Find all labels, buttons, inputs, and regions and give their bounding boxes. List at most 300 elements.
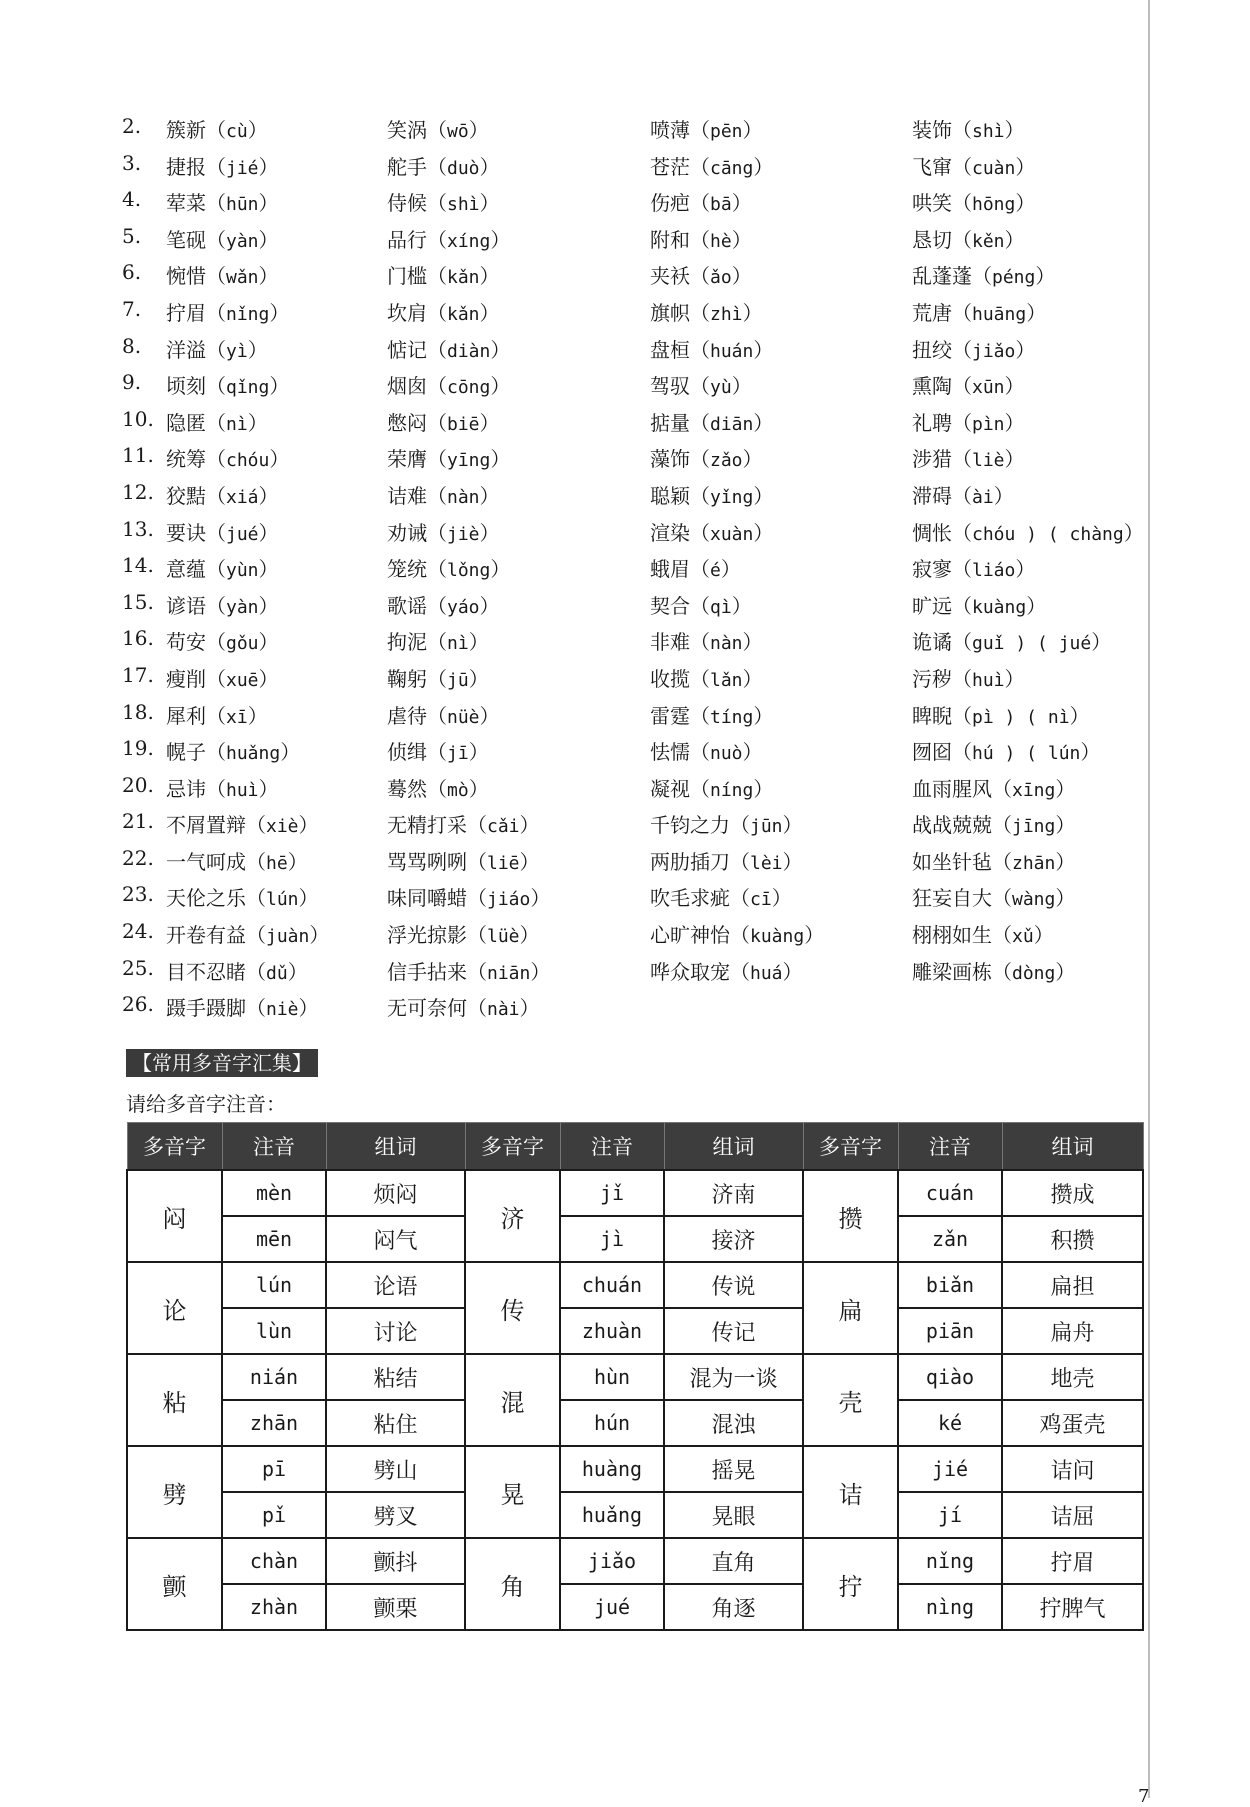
vocab-item: 藻饰（zǎo） — [650, 447, 763, 472]
vocab-row — [122, 114, 1148, 151]
vocab-word: 雕梁画栋 — [912, 959, 992, 984]
reading-pinyin: zhuàn — [560, 1308, 664, 1354]
vocab-number: 8. — [122, 333, 142, 358]
vocab-pinyin: jiè — [447, 523, 480, 545]
vocab-item: 侍候（shì） — [387, 191, 500, 216]
vocab-pinyin: jué — [226, 523, 259, 545]
vocab-word: 侦缉 — [387, 740, 427, 765]
vocab-row — [122, 334, 1148, 371]
table-header-cell: 组词 — [664, 1123, 803, 1171]
vocab-pinyin: niè — [266, 999, 299, 1021]
vocab-word: 哗众取宠 — [650, 959, 730, 984]
vocab-word: 惦记 — [387, 337, 427, 362]
vocab-pinyin: níng — [710, 779, 754, 801]
vocab-word: 虐待 — [387, 703, 427, 728]
vocab-number: 2. — [122, 114, 142, 138]
vocab-word: 统筹 — [166, 447, 206, 472]
polyphone-char: 诘 — [803, 1446, 898, 1538]
vocab-pinyin: ǎo — [710, 267, 732, 289]
vocab-item: 盘桓（huán） — [650, 337, 774, 362]
vocab-item: 瘦削（xuē） — [166, 666, 279, 691]
vocab-pinyin: xuē — [226, 669, 259, 691]
vocab-word: 笔砚 — [166, 227, 206, 252]
vocab-word: 笼统 — [387, 557, 427, 582]
vocab-item: 要诀（jué） — [166, 520, 279, 545]
vocab-pinyin: hè — [710, 230, 732, 252]
vocab-number: 19. — [122, 736, 154, 761]
vocab-number: 18. — [122, 699, 154, 724]
vocab-word: 伤疤 — [650, 191, 690, 216]
reading-word: 劈叉 — [326, 1492, 465, 1538]
vocab-item: 无可奈何（nài） — [387, 996, 540, 1021]
vocab-pinyin: nàn — [447, 486, 480, 508]
reading-word: 拧脾气 — [1002, 1584, 1143, 1630]
vocab-pinyin: niān — [487, 962, 531, 984]
vocab-item: 聪颖（yǐng） — [650, 483, 774, 508]
vocab-pinyin: é — [710, 560, 721, 582]
vocab-pinyin: shì — [447, 194, 480, 216]
vocab-item: 谚语（yàn） — [166, 593, 279, 618]
polyphone-char: 壳 — [803, 1354, 898, 1446]
reading-pinyin: nǐng — [898, 1538, 1002, 1584]
page-edge-line — [1148, 0, 1150, 1798]
table-row — [127, 1492, 1143, 1538]
vocab-row — [122, 956, 1148, 993]
reading-pinyin: ké — [898, 1400, 1002, 1446]
vocab-word: 品行 — [387, 227, 427, 252]
vocab-word: 如坐针毡 — [912, 849, 992, 874]
vocab-item: 睥睨（pì ) ( nì） — [912, 703, 1090, 728]
vocab-pinyin: wàng — [1012, 889, 1056, 911]
vocab-row — [122, 443, 1148, 480]
vocab-word: 门槛 — [387, 264, 427, 289]
polyphone-char: 颤 — [127, 1538, 222, 1630]
vocab-pinyin: pìn — [972, 413, 1005, 435]
vocab-item: 无精打采（cǎi） — [387, 813, 540, 838]
vocab-number: 6. — [122, 260, 142, 285]
vocab-pinyin: xuàn — [710, 523, 754, 545]
vocab-row — [122, 590, 1148, 627]
vocab-number: 4. — [122, 187, 142, 212]
reading-word: 混为一谈 — [664, 1354, 803, 1400]
reading-pinyin: pǐ — [222, 1492, 326, 1538]
reading-pinyin: jié — [898, 1446, 1002, 1492]
vocab-pinyin: kěn — [972, 230, 1005, 252]
vocab-word: 诡谲 — [912, 630, 952, 655]
table-row — [127, 1216, 1143, 1262]
vocab-pinyin: guǐ ) ( jué — [972, 633, 1092, 655]
vocab-pinyin: duò — [447, 157, 480, 179]
table-header-cell: 多音字 — [803, 1123, 898, 1171]
vocab-item: 伤疤（bā） — [650, 191, 752, 216]
polyphone-char: 攒 — [803, 1170, 898, 1262]
reading-word: 诘问 — [1002, 1446, 1143, 1492]
vocab-row — [122, 663, 1148, 700]
vocab-item: 一气呵成（hē） — [166, 849, 308, 874]
vocab-item: 蓦然（mò） — [387, 776, 489, 801]
vocab-pinyin: diān — [710, 413, 754, 435]
vocab-pinyin: tíng — [710, 706, 754, 728]
vocab-word: 熏陶 — [912, 374, 952, 399]
reading-pinyin: huàng — [560, 1446, 664, 1492]
vocab-item: 战战兢兢（jīng） — [912, 813, 1076, 838]
vocab-item: 狡黠（xiá） — [166, 483, 279, 508]
vocab-word: 飞窜 — [912, 154, 952, 179]
vocab-pinyin: huán — [710, 340, 754, 362]
vocab-item: 骂骂咧咧（liē） — [387, 849, 540, 874]
vocab-item: 契合（qì） — [650, 593, 752, 618]
table-header-cell: 注音 — [222, 1123, 326, 1171]
vocab-row — [122, 517, 1148, 554]
vocab-item: 歌谣（yáo） — [387, 593, 500, 618]
vocab-pinyin: jiáo — [487, 889, 531, 911]
vocab-item: 开卷有益（juàn） — [166, 923, 330, 948]
vocab-word: 惆怅 — [912, 520, 952, 545]
vocab-item: 附和（hè） — [650, 227, 752, 252]
vocab-number: 15. — [122, 589, 154, 614]
vocab-word: 劝诫 — [387, 520, 427, 545]
vocab-word: 蛾眉 — [650, 557, 690, 582]
vocab-number: 11. — [122, 443, 154, 468]
vocab-pinyin: ài — [972, 486, 994, 508]
vocab-word: 寂寥 — [912, 557, 952, 582]
vocab-pinyin: huì — [972, 669, 1005, 691]
vocab-word: 不屑置辩 — [166, 813, 246, 838]
vocab-pinyin: nǐng — [226, 303, 270, 325]
vocab-word: 旷远 — [912, 593, 952, 618]
vocab-item: 捷报（jié） — [166, 154, 279, 179]
vocab-word: 蹑手蹑脚 — [166, 996, 246, 1021]
vocab-item: 怯懦（nuò） — [650, 740, 763, 765]
vocab-number: 23. — [122, 882, 154, 907]
vocab-word: 谚语 — [166, 593, 206, 618]
reading-pinyin: nián — [222, 1354, 326, 1400]
vocab-item: 犀利（xī） — [166, 703, 268, 728]
vocab-pinyin: yǐng — [710, 486, 754, 508]
vocab-pinyin: xīng — [1012, 779, 1056, 801]
reading-pinyin: jué — [560, 1584, 664, 1630]
vocab-word: 旗帜 — [650, 300, 690, 325]
vocab-pinyin: dǔ — [266, 962, 288, 984]
table-row — [127, 1584, 1143, 1630]
vocab-pinyin: liè — [972, 450, 1005, 472]
vocab-word: 苟安 — [166, 630, 206, 655]
vocab-number: 25. — [122, 955, 154, 980]
reading-word: 晃眼 — [664, 1492, 803, 1538]
vocab-pinyin: lún — [266, 889, 299, 911]
polyphone-char: 劈 — [127, 1446, 222, 1538]
vocab-item: 心旷神怡（kuàng） — [650, 923, 825, 948]
vocab-item: 憋闷（biē） — [387, 410, 500, 435]
vocab-word: 狡黠 — [166, 483, 206, 508]
vocab-pinyin: lèi — [750, 852, 783, 874]
table-header-cell: 组词 — [1002, 1123, 1143, 1171]
polyphone-char: 传 — [465, 1262, 560, 1354]
vocab-word: 歌谣 — [387, 593, 427, 618]
vocab-pinyin: juàn — [266, 926, 310, 948]
vocab-item: 荤菜（hūn） — [166, 191, 279, 216]
vocab-item: 舵手（duò） — [387, 154, 500, 179]
vocab-word: 吹毛求疵 — [650, 886, 730, 911]
vocab-word: 犀利 — [166, 703, 206, 728]
reading-word: 论语 — [326, 1262, 465, 1308]
vocab-row — [122, 297, 1148, 334]
vocab-item: 涉猎（liè） — [912, 447, 1025, 472]
reading-pinyin: qiào — [898, 1354, 1002, 1400]
reading-pinyin: mēn — [222, 1216, 326, 1262]
reading-word: 接济 — [664, 1216, 803, 1262]
vocab-pinyin: yàn — [226, 230, 259, 252]
reading-word: 混浊 — [664, 1400, 803, 1446]
vocab-word: 蓦然 — [387, 776, 427, 801]
vocab-row — [122, 773, 1148, 810]
vocab-item: 夹袄（ǎo） — [650, 264, 752, 289]
vocab-row — [122, 626, 1148, 663]
vocab-number: 22. — [122, 845, 154, 870]
vocab-row — [122, 700, 1148, 737]
vocab-pinyin: chóu ) ( chàng — [972, 523, 1124, 545]
vocab-word: 掂量 — [650, 410, 690, 435]
vocab-word: 信手拈来 — [387, 959, 467, 984]
reading-pinyin: zhān — [222, 1400, 326, 1446]
vocab-pinyin: wō — [447, 121, 469, 142]
vocab-row — [122, 407, 1148, 444]
reading-word: 颤抖 — [326, 1538, 465, 1584]
vocab-word: 苍茫 — [650, 154, 690, 179]
vocab-pinyin: kǎn — [447, 267, 480, 289]
vocab-pinyin: huá — [750, 962, 783, 984]
vocab-item: 惆怅（chóu ) ( chàng） — [912, 520, 1144, 545]
vocab-pinyin: cāng — [710, 157, 754, 179]
vocab-pinyin: cǎi — [487, 816, 520, 838]
vocab-word: 装饰 — [912, 118, 952, 142]
table-header-cell: 注音 — [898, 1123, 1002, 1171]
vocab-pinyin: mò — [447, 779, 469, 801]
vocab-item: 忌讳（huì） — [166, 776, 279, 801]
vocab-pinyin: yàn — [226, 596, 259, 618]
vocab-pinyin: yù — [710, 377, 732, 399]
vocab-pinyin: xiè — [266, 816, 299, 838]
vocab-word: 盘桓 — [650, 337, 690, 362]
vocab-pinyin: nì — [226, 413, 248, 435]
vocab-item: 坎肩（kǎn） — [387, 300, 500, 325]
vocab-item: 鞠躬（jū） — [387, 666, 489, 691]
vocab-number: 26. — [122, 992, 154, 1017]
vocab-pinyin: nì — [447, 633, 469, 655]
reading-word: 济南 — [664, 1170, 803, 1216]
reading-pinyin: biǎn — [898, 1262, 1002, 1308]
vocab-item: 拧眉（nǐng） — [166, 300, 290, 325]
vocab-number: 10. — [122, 406, 154, 431]
vocab-word: 滞碍 — [912, 483, 952, 508]
vocab-pinyin: hōng — [972, 194, 1016, 216]
table-header-row — [127, 1123, 1143, 1171]
reading-word: 攒成 — [1002, 1170, 1143, 1216]
vocab-number: 5. — [122, 223, 142, 248]
vocab-item: 顷刻（qǐng） — [166, 374, 290, 399]
vocab-pinyin: shì — [972, 121, 1005, 142]
polyphone-char: 角 — [465, 1538, 560, 1630]
vocab-pinyin: nüè — [447, 706, 480, 728]
vocab-word: 凝视 — [650, 776, 690, 801]
vocab-row — [122, 187, 1148, 224]
reading-pinyin: lún — [222, 1262, 326, 1308]
vocab-item: 品行（xíng） — [387, 227, 511, 252]
table-header-cell: 多音字 — [127, 1123, 222, 1171]
vocab-number: 13. — [122, 516, 154, 541]
vocab-word: 开卷有益 — [166, 923, 246, 948]
vocab-pinyin: kuàng — [750, 926, 805, 948]
vocab-pinyin: jié — [226, 157, 259, 179]
vocab-item: 旷远（kuàng） — [912, 593, 1047, 618]
vocab-pinyin: péng — [992, 267, 1036, 289]
vocab-word: 浮光掠影 — [387, 923, 467, 948]
vocab-item: 味同嚼蜡（jiáo） — [387, 886, 551, 911]
table-row — [127, 1400, 1143, 1446]
vocab-word: 诘难 — [387, 483, 427, 508]
vocab-word: 幌子 — [166, 740, 206, 765]
vocab-item: 诘难（nàn） — [387, 483, 500, 508]
reading-word: 劈山 — [326, 1446, 465, 1492]
reading-word: 诘屈 — [1002, 1492, 1143, 1538]
vocab-word: 心旷神怡 — [650, 923, 730, 948]
reading-pinyin: mèn — [222, 1170, 326, 1216]
vocab-item: 哄笑（hōng） — [912, 191, 1036, 216]
reading-pinyin: chuán — [560, 1262, 664, 1308]
vocab-row — [122, 480, 1148, 517]
vocab-item: 收揽（lǎn） — [650, 666, 763, 691]
vocab-item: 旗帜（zhì） — [650, 300, 763, 325]
table-row — [127, 1354, 1143, 1400]
vocab-item: 喷薄（pēn） — [650, 118, 763, 142]
vocab-item: 苟安（gǒu） — [166, 630, 279, 655]
table-row — [127, 1308, 1143, 1354]
vocab-pinyin: dòng — [1012, 962, 1056, 984]
vocab-item: 目不忍睹（dǔ） — [166, 959, 308, 984]
vocab-item: 非难（nàn） — [650, 630, 763, 655]
vocab-item: 荣膺（yīng） — [387, 447, 511, 472]
vocab-pinyin: qǐng — [226, 377, 270, 399]
vocab-item: 拘泥（nì） — [387, 630, 489, 655]
vocab-word: 囫囵 — [912, 740, 952, 765]
vocab-row — [122, 846, 1148, 883]
reading-pinyin: jiǎo — [560, 1538, 664, 1584]
vocab-word: 涉猎 — [912, 447, 952, 472]
vocab-item: 侦缉（jī） — [387, 740, 489, 765]
vocab-word: 隐匿 — [166, 410, 206, 435]
vocab-pinyin: xiá — [226, 486, 259, 508]
vocab-word: 荤菜 — [166, 191, 206, 216]
vocab-number: 12. — [122, 479, 154, 504]
vocab-item: 惋惜（wǎn） — [166, 264, 279, 289]
vocab-pinyin: nài — [487, 999, 520, 1021]
reading-pinyin: hùn — [560, 1354, 664, 1400]
reading-word: 闷气 — [326, 1216, 465, 1262]
vocab-pinyin: hūn — [226, 194, 259, 216]
vocab-pinyin: cuàn — [972, 157, 1016, 179]
reading-pinyin: hún — [560, 1400, 664, 1446]
vocab-pinyin: yīng — [447, 450, 491, 472]
vocab-word: 目不忍睹 — [166, 959, 246, 984]
reading-pinyin: jǐ — [560, 1170, 664, 1216]
vocab-item: 虐待（nüè） — [387, 703, 500, 728]
vocab-item: 荒唐（huāng） — [912, 300, 1047, 325]
vocab-word: 狂妄自大 — [912, 886, 992, 911]
vocab-row — [122, 151, 1148, 188]
vocab-word: 憋闷 — [387, 410, 427, 435]
vocab-number: 21. — [122, 809, 154, 834]
vocab-word: 栩栩如生 — [912, 923, 992, 948]
vocab-item: 隐匿（nì） — [166, 410, 268, 435]
vocab-pinyin: cī — [750, 889, 772, 911]
section-instruction: 请给多音字注音： — [126, 1092, 286, 1116]
vocab-item: 笑涡（wō） — [387, 118, 489, 142]
vocab-row — [122, 882, 1148, 919]
vocab-row — [122, 260, 1148, 297]
vocab-item: 血雨腥风（xīng） — [912, 776, 1076, 801]
vocab-item: 劝诫（jiè） — [387, 520, 500, 545]
vocab-pinyin: nuò — [710, 743, 743, 765]
vocab-item: 囫囵（hú ) ( lún） — [912, 740, 1101, 765]
reading-word: 传记 — [664, 1308, 803, 1354]
polyphone-char: 扁 — [803, 1262, 898, 1354]
vocab-item: 雕梁画栋（dòng） — [912, 959, 1076, 984]
vocab-word: 洋溢 — [166, 337, 206, 362]
reading-word: 地壳 — [1002, 1354, 1143, 1400]
vocab-item: 簇新（cù） — [166, 118, 268, 142]
polyphone-table — [126, 1122, 1144, 1631]
vocab-item: 不屑置辩（xiè） — [166, 813, 319, 838]
vocab-pinyin: kǎn — [447, 303, 480, 325]
vocab-item: 两肋插刀（lèi） — [650, 849, 803, 874]
vocab-pinyin: cōng — [447, 377, 491, 399]
reading-word: 讨论 — [326, 1308, 465, 1354]
vocab-item: 笼统（lǒng） — [387, 557, 511, 582]
vocab-pinyin: xíng — [447, 230, 491, 252]
vocab-item: 污秽（huì） — [912, 666, 1025, 691]
vocab-item: 寂寥（liáo） — [912, 557, 1036, 582]
vocab-word: 附和 — [650, 227, 690, 252]
vocab-word: 簇新 — [166, 118, 206, 142]
vocab-row — [122, 809, 1148, 846]
vocab-item: 狂妄自大（wàng） — [912, 886, 1076, 911]
vocab-item: 蛾眉（é） — [650, 557, 741, 582]
polyphone-char: 混 — [465, 1354, 560, 1446]
reading-word: 鸡蛋壳 — [1002, 1400, 1143, 1446]
reading-word: 颤栗 — [326, 1584, 465, 1630]
vocab-row — [122, 992, 1148, 1029]
vocab-word: 顷刻 — [166, 374, 206, 399]
vocab-word: 荣膺 — [387, 447, 427, 472]
vocab-item: 门槛（kǎn） — [387, 264, 500, 289]
table-row — [127, 1538, 1143, 1584]
polyphone-char: 粘 — [127, 1354, 222, 1446]
vocab-pinyin: biē — [447, 413, 480, 435]
vocab-word: 忌讳 — [166, 776, 206, 801]
vocab-item: 恳切（kěn） — [912, 227, 1025, 252]
vocab-pinyin: wǎn — [226, 267, 259, 289]
vocab-pinyin: xǔ — [1012, 926, 1034, 948]
vocab-word: 怯懦 — [650, 740, 690, 765]
vocab-item: 礼聘（pìn） — [912, 410, 1025, 435]
vocab-pinyin: gǒu — [226, 633, 259, 655]
reading-pinyin: zǎn — [898, 1216, 1002, 1262]
reading-word: 拧眉 — [1002, 1538, 1143, 1584]
vocab-number: 24. — [122, 919, 154, 944]
vocab-item: 意蕴（yùn） — [166, 557, 279, 582]
vocab-pinyin: chóu — [226, 450, 270, 472]
vocab-word: 雷霆 — [650, 703, 690, 728]
